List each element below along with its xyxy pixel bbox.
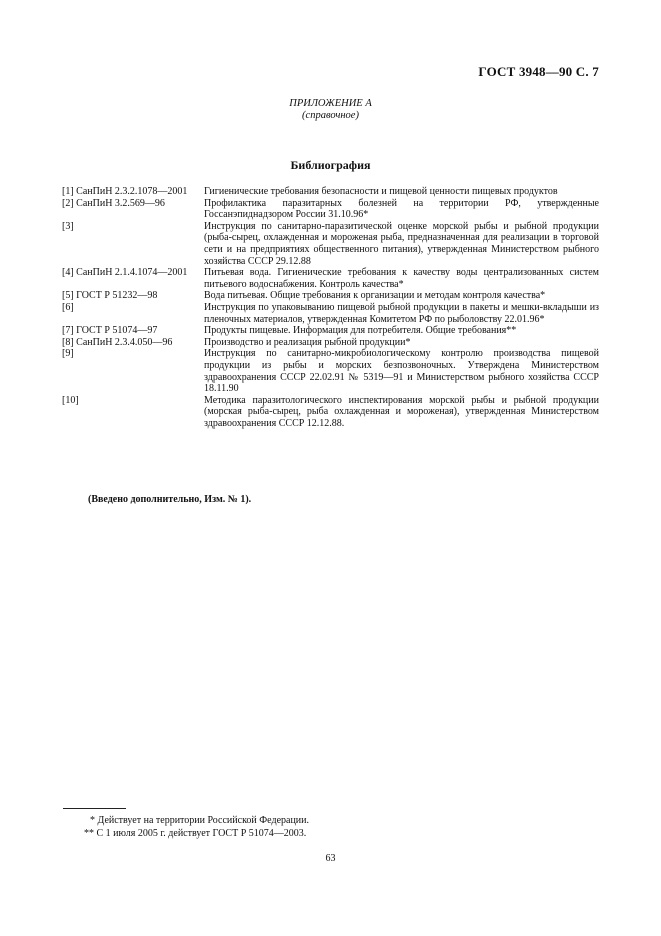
- bibliography-ref: [5] ГОСТ Р 51232—98: [62, 290, 158, 302]
- standard-header: ГОСТ 3948—90 С. 7: [478, 64, 599, 79]
- bibliography-text: Методика паразитологического инспектирования морской рыбы и рыбной продукции (морская рыба-сырец, рыба охлажденная и мороженая), утвержденная Министерством здравоохранения СССР 12.12.88.: [204, 394, 599, 429]
- bibliography-text: Продукты пищевые. Информация для потребителя. Общие требования**: [204, 325, 517, 337]
- bibliography-ref: [7] ГОСТ Р 51074—97: [62, 325, 158, 337]
- bibliography-text: Инструкция по санитарно-микробиологическому контролю производства пищевой продукции из рыбы и морских безпозвоночных. Утверждена Министерством здравоохранения СССР 22.02.91 № 5319—91 и Министерством рыбного хозяйства СССР 18.11.90: [204, 348, 599, 395]
- footnote-divider: [63, 808, 126, 809]
- bibliography-entry: [62, 290, 599, 302]
- bibliography-ref: [6]: [62, 301, 74, 313]
- appendix-subtitle: (справочное): [302, 110, 359, 121]
- bibliography-text: Инструкция по упаковыванию пищевой рыбной продукции в пакеты и мешки-вкладыши из пленочных материалов, утвержденная Комитетом РФ по рыболовству 22.01.96*: [204, 301, 599, 325]
- bibliography-entry: [62, 325, 599, 337]
- footnote-2: ** С 1 июля 2005 г. действует ГОСТ Р 51074—2003.: [84, 828, 307, 839]
- bibliography-text: Питьевая вода. Гигиенические требования к качеству воды централизованных систем питьевого водоснабжения. Контроль качества*: [204, 267, 599, 290]
- bibliography-entry: [62, 348, 599, 394]
- bibliography-ref: [4] СанПиН 2.1.4.1074—2001: [62, 267, 188, 279]
- bibliography-entry: [62, 395, 599, 430]
- bibliography-ref: [8] СанПиН 2.3.4.050—96: [62, 336, 173, 348]
- bibliography-ref: [3]: [62, 220, 74, 232]
- bibliography-entry: [62, 221, 599, 267]
- bibliography-list: [62, 186, 599, 429]
- bibliography-text: Вода питьевая. Общие требования к организации и методам контроля качества*: [204, 290, 546, 302]
- page-number: 63: [325, 853, 336, 864]
- bibliography-text: Профилактика паразитарных болезней на территории РФ, утвержденные Госсанэпиднадзором России 31.10.96*: [204, 197, 599, 221]
- bibliography-ref: [1] СанПиН 2.3.2.1078—2001: [62, 186, 188, 197]
- appendix-title: ПРИЛОЖЕНИЕ А: [289, 98, 372, 109]
- amendment-note: (Введено дополнительно, Изм. № 1).: [88, 494, 252, 505]
- footnote-1: * Действует на территории Российской Федерации.: [90, 815, 309, 826]
- bibliography-entry: [62, 337, 599, 349]
- bibliography-text: Гигиенические требования безопасности и пищевой ценности пищевых продуктов: [204, 186, 558, 197]
- section-title: Библиография: [290, 158, 371, 172]
- bibliography-entry: [62, 198, 599, 221]
- bibliography-text: Производство и реализация рыбной продукции*: [204, 336, 411, 348]
- bibliography-entry: [62, 186, 599, 198]
- bibliography-text: Инструкция по санитарно-паразитической оценке морской рыбы и рыбной продукции (рыба-сырец, охлажденная и мороженая рыба, предназначенная для реализации в торговой сети и на предприятиях общественного питания), утвержденная Министерством рыбного хозяйства СССР 29.12.88: [204, 220, 599, 267]
- appendix-heading: [0, 98, 661, 122]
- bibliography-ref: [9]: [62, 348, 74, 360]
- bibliography-entry: [62, 302, 599, 325]
- bibliography-ref: [2] СанПиН 3.2.569—96: [62, 197, 165, 209]
- bibliography-entry: [62, 267, 599, 290]
- bibliography-ref: [10]: [62, 394, 79, 406]
